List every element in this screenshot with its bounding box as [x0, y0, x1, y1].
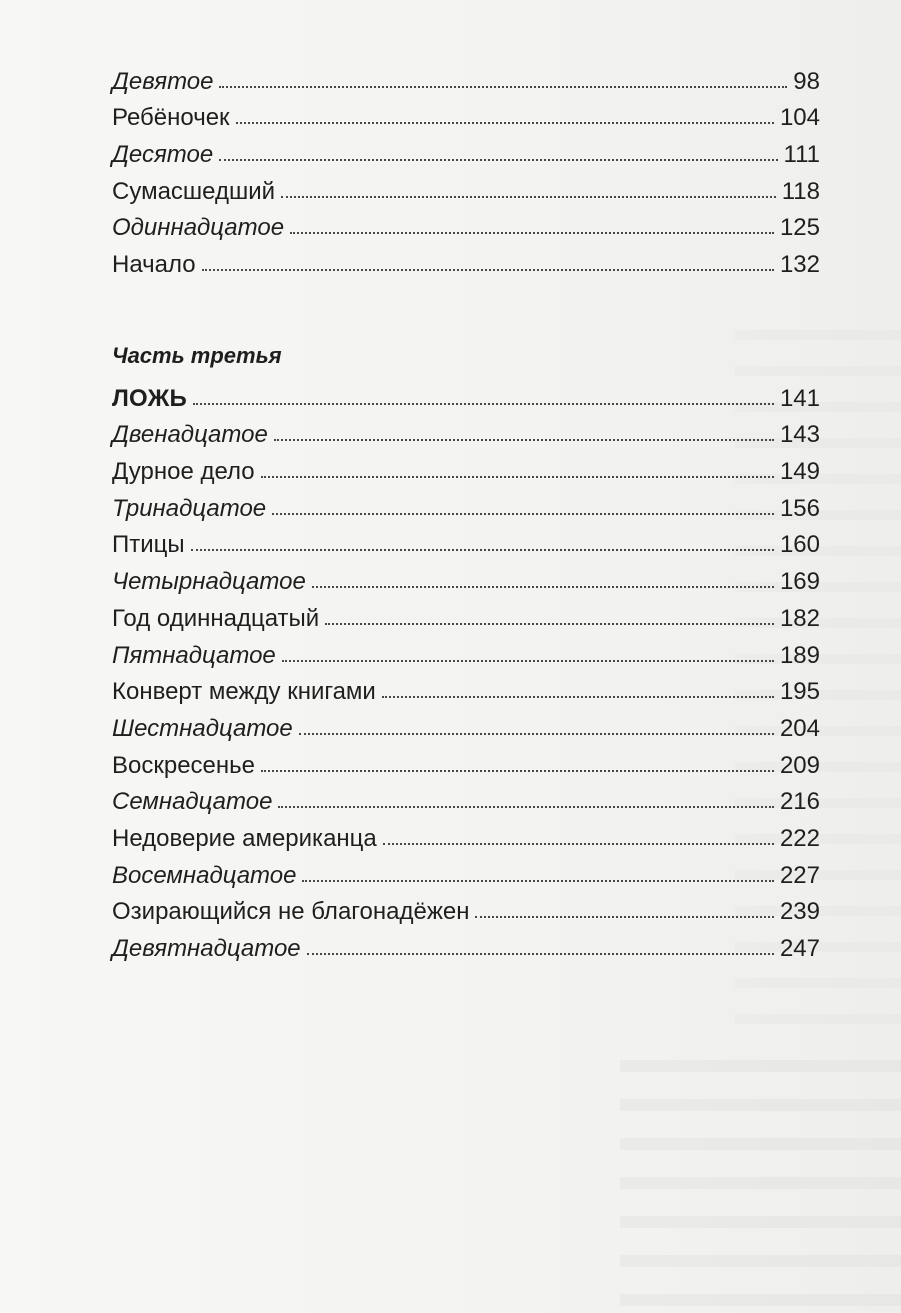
toc-page-number: 104: [779, 104, 820, 132]
toc-entry: [112, 557, 820, 594]
toc-entry-title: Десятое: [112, 141, 214, 169]
toc-leader-dots: [278, 788, 774, 808]
toc-entry: [112, 778, 820, 815]
toc-entry: [112, 374, 820, 411]
toc-entry-title: Озирающийся не благонадёжен: [112, 898, 470, 926]
toc-leader-dots: [274, 421, 774, 441]
toc-page-number: 204: [779, 714, 820, 742]
toc-entry: [112, 411, 820, 448]
toc-entry: [112, 94, 820, 131]
toc-entry: [112, 814, 820, 851]
toc-page-number: 141: [779, 384, 820, 412]
toc-leader-dots: [281, 178, 776, 198]
toc-page-number: 125: [779, 214, 820, 242]
toc-page-number: 227: [779, 861, 820, 889]
toc-leader-dots: [312, 568, 774, 588]
toc-page-number: 156: [779, 494, 820, 522]
toc-entry-title: Одиннадцатое: [112, 214, 285, 242]
toc-entry-title: Шестнадцатое: [112, 714, 293, 742]
toc-entry-title: Восемнадцатое: [112, 861, 297, 889]
toc-entry-title: Четырнадцатое: [112, 568, 306, 596]
toc-entry-title: Ребёночек: [112, 104, 230, 132]
toc-entry-title: Воскресенье: [112, 751, 256, 779]
toc-page-number: 222: [779, 824, 820, 852]
toc-entry: [112, 130, 820, 167]
table-of-contents-top: [112, 57, 820, 277]
toc-leader-dots: [219, 141, 777, 161]
toc-entry-title: Конверт между книгами: [112, 678, 376, 706]
toc-entry: [112, 631, 820, 668]
toc-entry-title: Начало: [112, 251, 196, 279]
toc-entry: [112, 704, 820, 741]
toc-leader-dots: [383, 825, 774, 845]
toc-entry-title: Сумасшедший: [112, 177, 276, 205]
toc-page-number: 98: [793, 67, 820, 95]
toc-entry-title: Семнадцатое: [112, 788, 273, 816]
toc-page-number: 111: [783, 141, 820, 169]
toc-entry-title: Птицы: [112, 531, 185, 559]
toc-entry: [112, 447, 820, 484]
toc-entry: [112, 924, 820, 961]
toc-entry: [112, 484, 820, 521]
toc-leader-dots: [193, 385, 774, 405]
toc-entry: [112, 57, 820, 94]
toc-entry: [112, 888, 820, 925]
toc-entry: [112, 851, 820, 888]
toc-page-number: 195: [779, 678, 820, 706]
toc-entry: [112, 240, 820, 277]
toc-leader-dots: [282, 642, 774, 662]
toc-page-number: 209: [779, 751, 820, 779]
toc-page-number: 118: [781, 177, 820, 205]
toc-page-number: 132: [779, 251, 820, 279]
toc-page-number: 182: [779, 604, 820, 632]
toc-leader-dots: [236, 104, 774, 124]
toc-page-number: 149: [779, 458, 820, 486]
toc-entry-title: Недоверие американца: [112, 824, 377, 852]
toc-entry: [112, 741, 820, 778]
toc-leader-dots: [202, 251, 774, 271]
toc-entry-title: Год одиннадцатый: [112, 604, 320, 632]
toc-leader-dots: [272, 495, 774, 515]
toc-leader-dots: [325, 605, 774, 625]
toc-page-number: 239: [779, 898, 820, 926]
toc-page-number: 247: [779, 935, 820, 962]
toc-leader-dots: [219, 68, 787, 88]
toc-entry: [112, 204, 820, 241]
toc-leader-dots: [261, 752, 774, 772]
bleed-through-text-bottom: [620, 1060, 901, 1313]
toc-entry-title: Девятнадцатое: [112, 935, 301, 962]
toc-entry-title: Пятнадцатое: [112, 641, 276, 669]
toc-page-number: 160: [779, 531, 820, 559]
toc-leader-dots: [382, 678, 774, 698]
toc-page-number: 169: [779, 568, 820, 596]
toc-leader-dots: [290, 214, 774, 234]
toc-leader-dots: [307, 935, 774, 955]
toc-leader-dots: [299, 715, 774, 735]
toc-leader-dots: [261, 458, 774, 478]
toc-page-number: 143: [779, 421, 820, 449]
toc-leader-dots: [191, 531, 774, 551]
toc-page-number: 216: [779, 788, 820, 816]
toc-entry-title: Дурное дело: [112, 458, 255, 486]
toc-entry-title: Тринадцатое: [112, 494, 267, 522]
toc-entry-title: Двенадцатое: [112, 421, 268, 449]
toc-page-number: 189: [779, 641, 820, 669]
toc-entry: [112, 167, 820, 204]
toc-leader-dots: [302, 862, 773, 882]
toc-entry-title: Девятое: [112, 67, 214, 95]
toc-entry-title: ЛОЖЬ: [112, 384, 187, 412]
toc-entry: [112, 594, 820, 631]
toc-entry: [112, 668, 820, 705]
toc-leader-dots: [475, 898, 773, 918]
table-of-contents-main: [112, 374, 820, 961]
part-heading: Часть третья: [112, 343, 282, 368]
toc-entry: [112, 521, 820, 558]
